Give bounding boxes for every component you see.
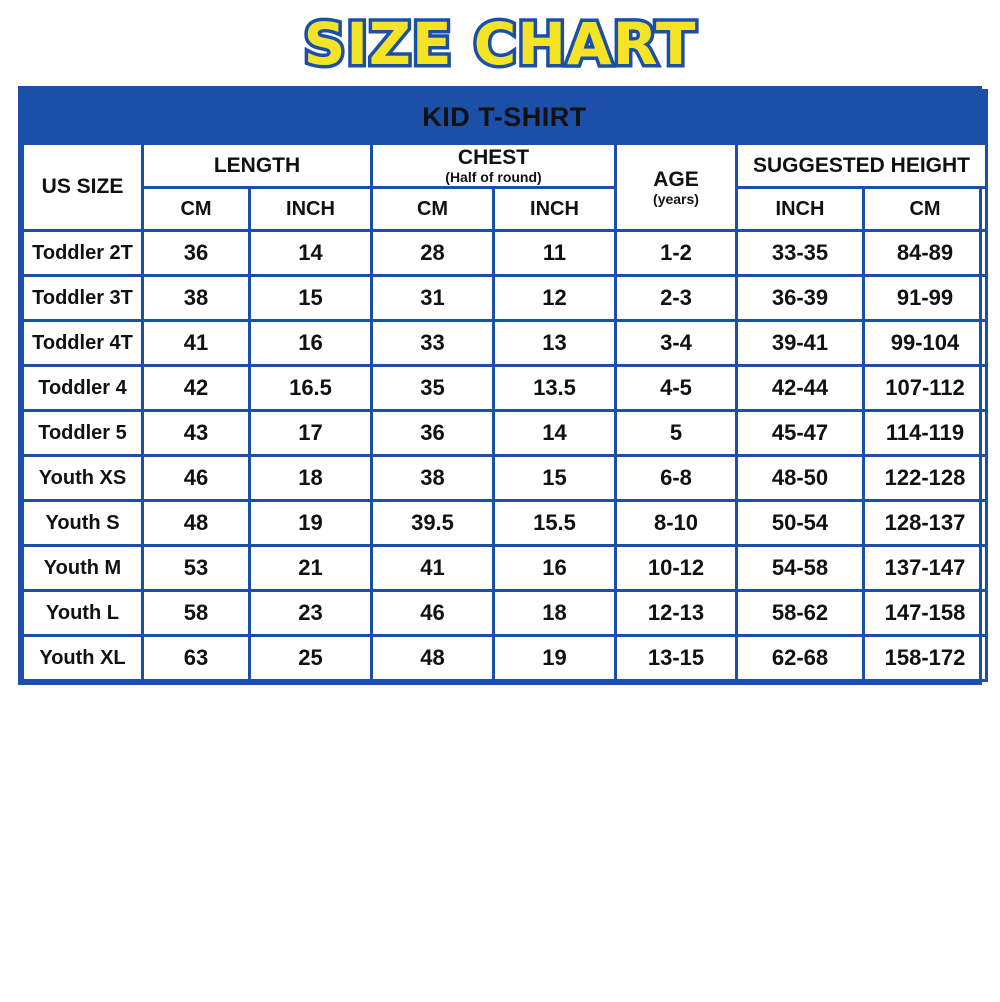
row-height-inch: 42-44 — [737, 366, 864, 411]
header-height-inch: INCH — [737, 188, 864, 231]
table-banner-row — [23, 91, 987, 144]
size-chart-table — [21, 89, 988, 682]
row-chest-cm: 36 — [372, 411, 494, 456]
row-chest-cm: 28 — [372, 231, 494, 276]
row-size: Toddler 4 — [23, 366, 143, 411]
row-age: 2-3 — [616, 276, 737, 321]
table-row — [23, 411, 987, 456]
row-length-inch: 19 — [250, 501, 372, 546]
row-age: 4-5 — [616, 366, 737, 411]
header-chest — [372, 144, 616, 188]
table-header-row-units — [23, 188, 987, 231]
table-header-row-groups — [23, 144, 987, 188]
row-height-cm: 99-104 — [864, 321, 987, 366]
table-row — [23, 231, 987, 276]
row-age: 10-12 — [616, 546, 737, 591]
row-height-cm: 137-147 — [864, 546, 987, 591]
row-size: Toddler 4T — [23, 321, 143, 366]
product-banner: KID T-SHIRT — [23, 91, 987, 144]
row-chest-cm: 48 — [372, 636, 494, 681]
row-length-inch: 16 — [250, 321, 372, 366]
row-height-inch: 36-39 — [737, 276, 864, 321]
row-age: 5 — [616, 411, 737, 456]
row-age: 13-15 — [616, 636, 737, 681]
table-row — [23, 276, 987, 321]
row-length-inch: 21 — [250, 546, 372, 591]
header-length-inch: INCH — [250, 188, 372, 231]
row-chest-inch: 12 — [494, 276, 616, 321]
table-row — [23, 456, 987, 501]
row-chest-cm: 31 — [372, 276, 494, 321]
row-size: Youth L — [23, 591, 143, 636]
row-height-inch: 54-58 — [737, 546, 864, 591]
row-height-inch: 45-47 — [737, 411, 864, 456]
row-age: 1-2 — [616, 231, 737, 276]
row-length-inch: 25 — [250, 636, 372, 681]
header-length-cm: CM — [143, 188, 250, 231]
page-title: SIZE CHART — [303, 10, 697, 78]
row-length-inch: 14 — [250, 231, 372, 276]
title-area — [0, 0, 1000, 86]
table-row — [23, 366, 987, 411]
row-height-inch: 33-35 — [737, 231, 864, 276]
header-suggested-height: SUGGESTED HEIGHT — [737, 144, 987, 188]
row-length-cm: 58 — [143, 591, 250, 636]
row-length-inch: 18 — [250, 456, 372, 501]
row-height-cm: 128-137 — [864, 501, 987, 546]
header-height-cm: CM — [864, 188, 987, 231]
row-chest-inch: 19 — [494, 636, 616, 681]
size-table-container — [18, 86, 982, 685]
row-chest-cm: 38 — [372, 456, 494, 501]
header-length: LENGTH — [143, 144, 372, 188]
row-chest-inch: 11 — [494, 231, 616, 276]
row-chest-cm: 46 — [372, 591, 494, 636]
row-chest-inch: 16 — [494, 546, 616, 591]
header-age-label: AGE — [653, 167, 699, 191]
row-height-inch: 62-68 — [737, 636, 864, 681]
table-row — [23, 321, 987, 366]
row-length-cm: 46 — [143, 456, 250, 501]
row-height-cm: 84-89 — [864, 231, 987, 276]
row-chest-inch: 14 — [494, 411, 616, 456]
header-age-sub: (years) — [653, 190, 699, 207]
row-age: 6-8 — [616, 456, 737, 501]
row-size: Toddler 3T — [23, 276, 143, 321]
row-chest-inch: 15.5 — [494, 501, 616, 546]
row-age: 3-4 — [616, 321, 737, 366]
row-length-inch: 16.5 — [250, 366, 372, 411]
header-chest-cm: CM — [372, 188, 494, 231]
row-size: Toddler 2T — [23, 231, 143, 276]
row-length-cm: 36 — [143, 231, 250, 276]
table-row — [23, 591, 987, 636]
row-length-cm: 38 — [143, 276, 250, 321]
row-length-inch: 15 — [250, 276, 372, 321]
row-length-inch: 17 — [250, 411, 372, 456]
row-size: Toddler 5 — [23, 411, 143, 456]
row-height-cm: 158-172 — [864, 636, 987, 681]
row-chest-cm: 35 — [372, 366, 494, 411]
header-chest-inch: INCH — [494, 188, 616, 231]
row-size: Youth S — [23, 501, 143, 546]
row-height-inch: 58-62 — [737, 591, 864, 636]
row-height-cm: 107-112 — [864, 366, 987, 411]
table-row — [23, 546, 987, 591]
row-chest-cm: 41 — [372, 546, 494, 591]
row-height-inch: 50-54 — [737, 501, 864, 546]
row-length-cm: 41 — [143, 321, 250, 366]
row-height-cm: 122-128 — [864, 456, 987, 501]
row-length-cm: 42 — [143, 366, 250, 411]
header-chest-sub: (Half of round) — [445, 169, 542, 185]
table-row — [23, 501, 987, 546]
row-height-inch: 39-41 — [737, 321, 864, 366]
header-age — [616, 144, 737, 231]
row-height-cm: 147-158 — [864, 591, 987, 636]
row-length-cm: 63 — [143, 636, 250, 681]
row-size: Youth XS — [23, 456, 143, 501]
row-height-inch: 48-50 — [737, 456, 864, 501]
row-length-inch: 23 — [250, 591, 372, 636]
row-chest-inch: 18 — [494, 591, 616, 636]
table-row — [23, 636, 987, 681]
row-age: 8-10 — [616, 501, 737, 546]
header-us-size: US SIZE — [23, 144, 143, 231]
row-chest-cm: 39.5 — [372, 501, 494, 546]
row-size: Youth XL — [23, 636, 143, 681]
row-length-cm: 53 — [143, 546, 250, 591]
row-length-cm: 48 — [143, 501, 250, 546]
row-height-cm: 114-119 — [864, 411, 987, 456]
row-length-cm: 43 — [143, 411, 250, 456]
row-size: Youth M — [23, 546, 143, 591]
header-chest-label: CHEST — [457, 146, 530, 169]
row-chest-inch: 13 — [494, 321, 616, 366]
row-age: 12-13 — [616, 591, 737, 636]
row-chest-inch: 13.5 — [494, 366, 616, 411]
row-height-cm: 91-99 — [864, 276, 987, 321]
row-chest-cm: 33 — [372, 321, 494, 366]
row-chest-inch: 15 — [494, 456, 616, 501]
